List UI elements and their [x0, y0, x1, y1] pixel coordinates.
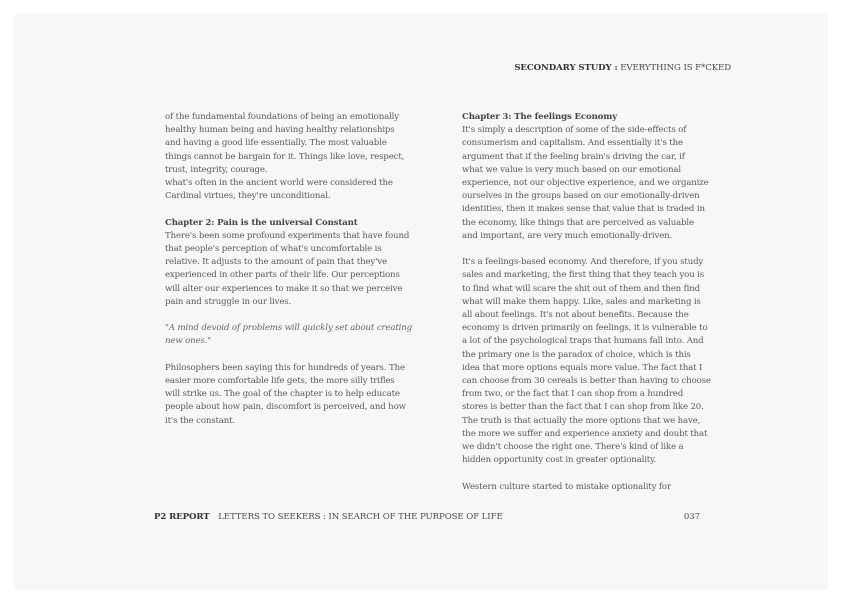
right-column: [462, 111, 720, 494]
running-footer: [154, 512, 700, 522]
text-line: the economy, like things that are perceived as valuable: [462, 217, 694, 228]
text-line: economy is driven primarily on feelings, it is vulnerable to: [462, 323, 708, 334]
text-line: "A mind devoid of problems will quickly set about creating: [165, 323, 412, 334]
text-line: what will make them happy. Like, sales and marketing is: [462, 296, 701, 307]
text-line: relative. It adjusts to the amount of pain that they've: [165, 257, 387, 268]
header-section: SECONDARY STUDY :: [514, 63, 618, 73]
chapter-3-heading: Chapter 3: The feelings Economy: [462, 112, 618, 122]
chapter-2-heading: Chapter 2: Pain is the universal Constant: [165, 217, 358, 228]
pull-quote: [165, 322, 415, 348]
text-line: people about how pain, discomfort is perceived, and how: [165, 402, 406, 413]
text-line: that people's perception of what's uncomfortable is: [165, 244, 382, 255]
text-line: from two, or the fact that I can shop from a hundred: [462, 389, 684, 400]
text-line: of the fundamental foundations of being an emotionally: [165, 112, 399, 122]
page-number: 037: [683, 512, 700, 522]
chapter-3-paragraph-2: [462, 256, 720, 467]
text-line: we didn't choose the right one. There's kind of like a: [462, 442, 684, 453]
text-line: Philosophers been saying this for hundreds of years. The: [165, 362, 405, 373]
text-line: There's been some profound experiments that have found: [165, 230, 410, 241]
text-line: what's often in the ancient world were considered the: [165, 178, 393, 189]
left-column: [165, 111, 415, 428]
text-line: stores is better than the fact that I can shop from like 20.: [462, 402, 704, 413]
chapter-3-paragraph-3: [462, 481, 720, 494]
text-line: sales and marketing, the first thing that they teach you is: [462, 270, 705, 281]
chapter-2-paragraph: [165, 230, 415, 309]
text-line: can choose from 30 cereals is better than having to choose: [462, 376, 711, 387]
text-line: consumerism and capitalism. And essentially it's the: [462, 138, 683, 149]
text-line: pain and struggle in our lives.: [165, 296, 292, 307]
text-line: hidden opportunity cost in greater optionality.: [462, 455, 657, 466]
text-line: Western culture started to mistake optionality for: [462, 481, 671, 492]
text-line: idea that more options equals more value. The fact that I: [462, 362, 703, 373]
text-line: The truth is that actually the more options that we have,: [462, 415, 701, 426]
text-line: things cannot be bargain for it. Things like love, respect,: [165, 151, 405, 162]
text-line: Cardinal virtues, they're unconditional.: [165, 191, 331, 202]
text-line: what we value is very much based on our emotional: [462, 164, 681, 175]
text-line: experience, not our objective experience, and we organize: [462, 178, 709, 189]
text-line: identities, then it makes sense that value that is traded in: [462, 204, 705, 215]
text-line: easier more comfortable life gets, the more silly trifles: [165, 376, 395, 387]
intro-paragraph: [165, 111, 415, 203]
text-line: It's a feelings-based economy. And therefore, if you study: [462, 257, 704, 268]
text-line: to find what will scare the shit out of them and then find: [462, 283, 700, 294]
text-line: the more we suffer and experience anxiety and doubt that: [462, 428, 708, 439]
text-line: will alter our experiences to make it so that we perceive: [165, 283, 403, 294]
text-line: all about feelings. It's not about benefits. Because the: [462, 310, 689, 321]
text-line: a lot of the psychological traps that humans fall into. And: [462, 336, 704, 347]
text-line: the primary one is the paradox of choice, which is this: [462, 349, 691, 360]
text-line: ourselves in the groups based on our emotionally-driven: [462, 191, 700, 202]
text-line: experienced in other parts of their life. Our perceptions: [165, 270, 400, 281]
text-line: healthy human being and having healthy relationships: [165, 125, 395, 136]
closing-paragraph: [165, 362, 415, 428]
text-line: it's the constant.: [165, 415, 236, 426]
text-line: will strike us. The goal of the chapter is to help educate: [165, 389, 400, 400]
header-title: EVERYTHING IS F*CKED: [620, 63, 731, 73]
footer-title: LETTERS TO SEEKERS : IN SEARCH OF THE PURPOSE OF LIFE: [218, 512, 503, 522]
text-line: argument that if the feeling brain's driving the car, if: [462, 151, 685, 162]
text-line: and important, are very much emotionally-driven.: [462, 230, 673, 241]
text-line: and having a good life essentially. The most valuable: [165, 138, 387, 149]
text-line: new ones.": [165, 336, 212, 347]
chapter-3-paragraph-1: [462, 124, 720, 243]
running-header: [514, 63, 731, 73]
text-line: trust, integrity, courage.: [165, 164, 268, 175]
footer-report-label: P2 REPORT: [154, 512, 210, 522]
text-line: It's simply a description of some of the side-effects of: [462, 125, 687, 136]
